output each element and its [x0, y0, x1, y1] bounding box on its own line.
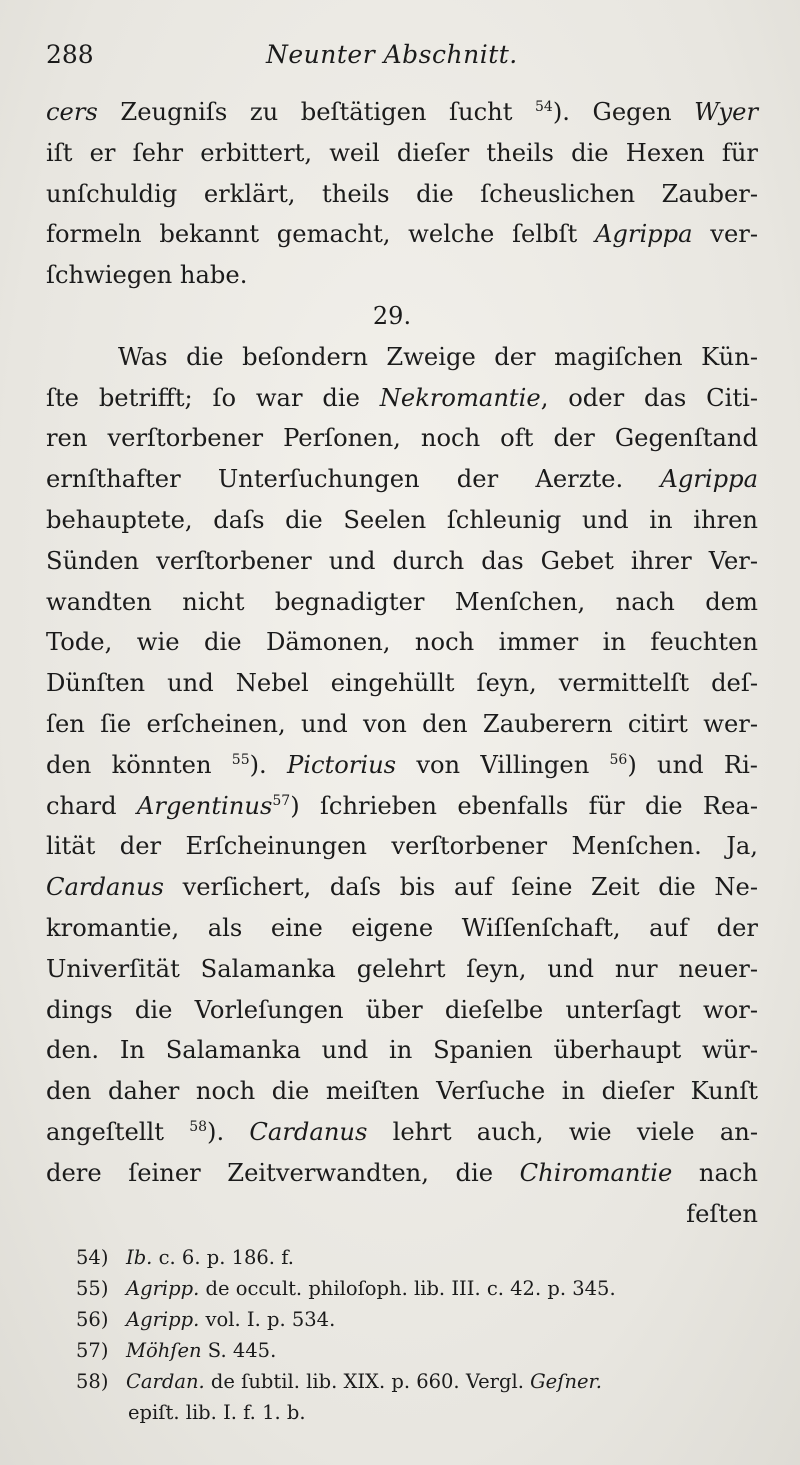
- text-line-20: kromantie, als eine eigene Wiſſenſchaft, auf der: [46, 913, 758, 942]
- text-line-11: Sünden verſtorbener und durch das Gebet ihrer Ver-: [46, 546, 758, 575]
- footnotes: [46, 1242, 758, 1428]
- footnote-ref: 57: [272, 792, 291, 809]
- text-line-10: behauptete, daſs die Seelen ſchleunig und in ihren: [46, 505, 758, 534]
- footnote-ref: 58: [189, 1118, 208, 1135]
- text-line-17: chard Argentinus$^{57}$) ſchrieben ebenfalls für die Rea-: [46, 791, 758, 820]
- text-line-5: ſchwiegen habe.: [46, 261, 248, 290]
- footnote: 58) Cardan. de ſubtil. lib. XIX. p. 660. Vergl. Geſner.: [76, 1370, 602, 1394]
- text-line-1: cers Zeugniſs zu beſtätigen ſucht $^{54}$). Gegen Wyer: [46, 98, 759, 126]
- text-line-24: den daher noch die meiſten Verſuche in dieſer Kunſt: [46, 1077, 758, 1106]
- footnote-continuation: epiſt. lib. I. f. 1. b.: [128, 1401, 306, 1425]
- text-line-18: lität der Erſcheinungen verſtorbener Menſchen. Ja,: [46, 832, 758, 861]
- text-line-9: ernſthafter Unterſuchungen der Aerzte. Agrippa: [46, 465, 758, 494]
- text-line-12: wandten nicht begnadigter Menſchen, nach dem: [46, 587, 758, 616]
- footnote: 57) Möhſen S. 445.: [76, 1339, 277, 1363]
- text-line-14: Dünſten und Nebel eingehüllt ſeyn, vermittelſt deſ-: [46, 669, 758, 698]
- footnote: 56) Agripp. vol. I. p. 534.: [76, 1308, 336, 1332]
- text-line-3: unſchuldig erklärt, theils die ſcheuslichen Zauber-: [46, 179, 758, 208]
- text-line-21: Univerſität Salamanka gelehrt ſeyn, und nur neuer-: [46, 954, 758, 983]
- text-line-23: den. In Salamanka und in Spanien überhaupt wür-: [46, 1036, 758, 1065]
- footnote-ref: 55: [231, 751, 250, 768]
- text-line-13: Tode, wie die Dämonen, noch immer in feuchten: [46, 628, 758, 657]
- text-line-25: angeſtellt $^{58}$). Cardanus lehrt auch, wie viele an-: [46, 1117, 758, 1146]
- text-line-4: formeln bekannt gemacht, welche ſelbſt Agrippa ver-: [46, 220, 758, 249]
- footnote-ref: 56: [609, 751, 628, 768]
- text-line-16: den könnten $^{55}$). Pictorius von Villingen $^{56}$) und Ri-: [46, 750, 758, 779]
- footnote: 55) Agripp. de occult. philoſoph. lib. III. c. 42. p. 345.: [76, 1277, 616, 1301]
- text-line-2: iſt er ſehr erbittert, weil dieſer theils die Hexen für: [46, 138, 758, 167]
- section-number: 29.: [372, 301, 412, 330]
- catchword: feſten: [686, 1199, 758, 1228]
- page-number: 288: [46, 40, 94, 69]
- text-line-26: dere ſeiner Zeitverwandten, die Chiromantie nach: [46, 1158, 758, 1187]
- body-text: [46, 92, 758, 1234]
- running-title: Neunter Abschnitt.: [266, 40, 518, 69]
- footnote: 54) Ib. c. 6. p. 186. f.: [76, 1246, 294, 1270]
- footnote-ref: 54: [535, 99, 553, 115]
- text-line-8: ren verſtorbener Perſonen, noch oft der Gegenſtand: [46, 424, 758, 453]
- text-line-7: ſte betrifft; ſo war die Nekromantie, oder das Citi-: [46, 383, 758, 412]
- page-header: [46, 40, 758, 92]
- text-line-22: dings die Vorleſungen über dieſelbe unterſagt wor-: [46, 995, 758, 1024]
- text-line-6: Was die beſondern Zweige der magiſchen Kün-: [118, 342, 758, 371]
- text-line-15: ſen ſie erſcheinen, und von den Zauberern citirt wer-: [46, 709, 758, 738]
- text-line-19: Cardanus verſichert, daſs bis auf ſeine Zeit die Ne-: [46, 873, 758, 902]
